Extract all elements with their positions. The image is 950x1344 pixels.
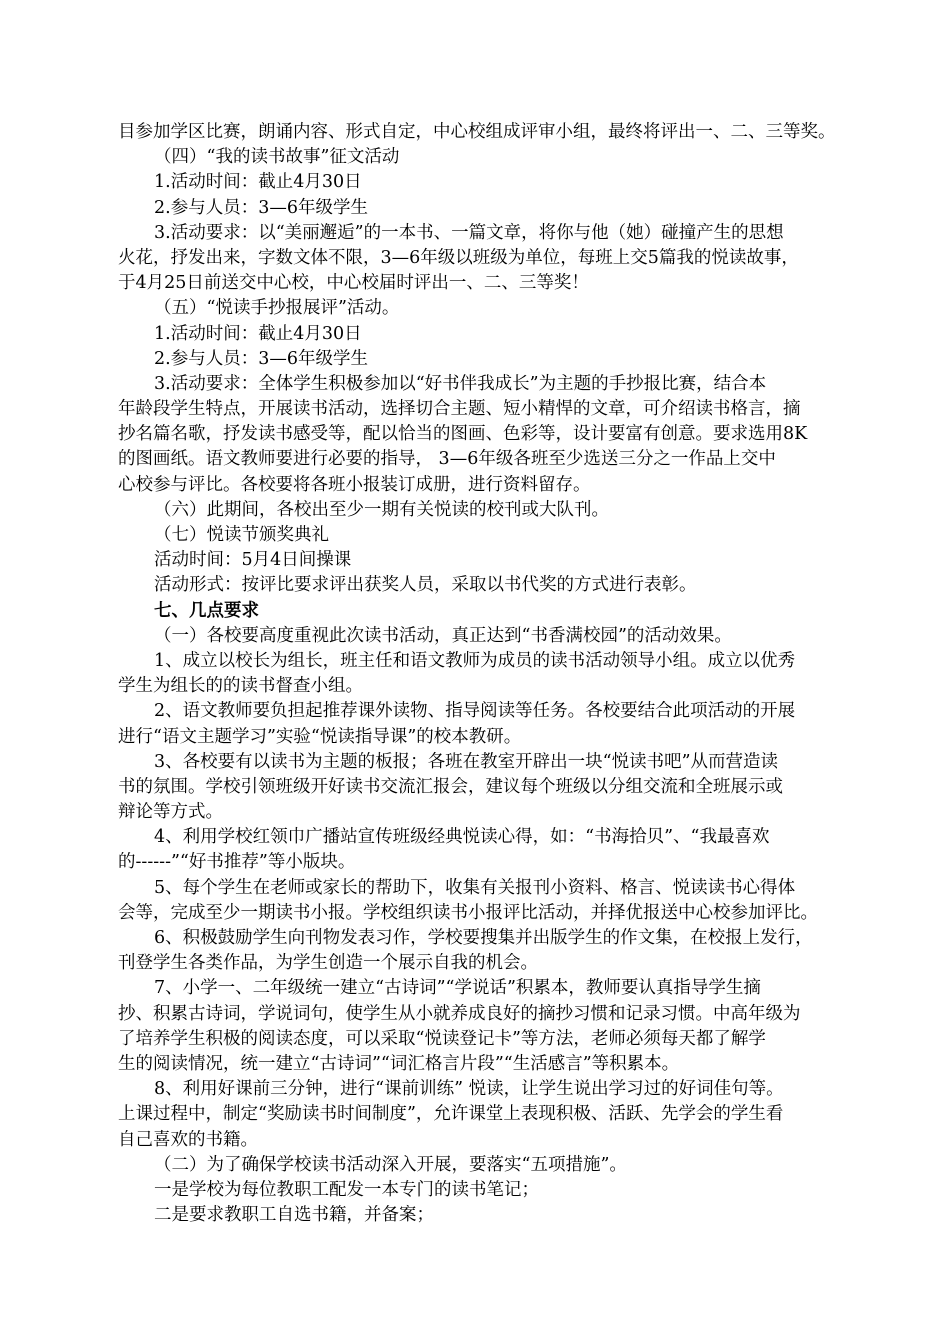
text-line: 进行“语文主题学习”实验“悦读指导课”的校本教研。 [118, 726, 522, 747]
text-line: 4、利用学校红领巾广播站宣传班级经典悦读心得，如：“书海拾贝”、“我最喜欢 [154, 827, 770, 848]
major-heading: 七、几点要求 [154, 600, 259, 621]
text-line: 火花，抒发出来，字数文体不限，3—6年级以班级为单位，每班上交5篇我的悦读故事， [118, 247, 799, 268]
text-line: 抄名篇名歌，抒发读书感受等，配以恰当的图画、色彩等，设计要富有创意。要求选用8K [118, 424, 808, 445]
text-line: 3.活动要求：以“美丽邂逅”的一本书、一篇文章，将你与他（她）碰撞产生的思想 [154, 222, 784, 243]
text-line: 会等，完成至少一期读书小报。学校组织读书小报评比活动，并择优报送中心校参加评比。 [118, 902, 818, 923]
text-line: 2.参与人员：3—6年级学生 [154, 197, 368, 218]
text-line: 的------”“好书推荐”等小版块。 [118, 852, 356, 873]
text-line: 8、利用好课前三分钟，进行“课前训练” 悦读，让学生说出学习过的好词佳句等。 [154, 1079, 784, 1100]
text-line: 年龄段学生特点，开展读书活动，选择切合主题、短小精悍的文章，可介绍读书格言，摘 [118, 399, 801, 420]
text-line: 生的阅读情况，统一建立“古诗词”“词汇格言片段”“生活感言”等积累本。 [118, 1053, 680, 1074]
text-line: 抄、积累古诗词，学说词句，使学生从小就养成良好的摘抄习惯和记录习惯。中高年级为 [118, 1003, 801, 1024]
text-line: 7、小学一、二年级统一建立“古诗词”“学说话”积累本，教师要认真指导学生摘 [154, 978, 761, 999]
text-line: 的图画纸。语文教师要进行必要的指导， 3—6年级各班至少选送三分之一作品上交中 [118, 449, 776, 470]
text-line: 1.活动时间：截止4月30日 [154, 323, 362, 344]
text-line: 活动时间：5月4日间操课 [154, 550, 352, 571]
text-line: 1.活动时间：截止4月30日 [154, 172, 362, 193]
section-heading: （六）此期间，各校出至少一期有关悦读的校刊或大队刊。 [154, 499, 609, 520]
text-line: 一是学校为每位教职工配发一本专门的读书笔记； [154, 1179, 539, 1200]
text-line: 3、各校要有以读书为主题的板报；各班在教室开辟出一块“悦读书吧”从而营造读 [154, 751, 779, 772]
text-line: 自己喜欢的书籍。 [118, 1129, 258, 1150]
text-line: 1、成立以校长为组长，班主任和语文教师为成员的读书活动领导小组。成立以优秀 [154, 650, 796, 671]
text-line: 2.参与人员：3—6年级学生 [154, 348, 368, 369]
section-heading: （二）为了确保学校读书活动深入开展，要落实“五项措施”。 [154, 1154, 627, 1175]
text-line: 书的氛围。学校引领班级开好读书交流汇报会，建议每个班级以分组交流和全班展示或 [118, 776, 783, 797]
text-line: 3.活动要求：全体学生积极参加以“好书伴我成长”为主题的手抄报比赛，结合本 [154, 373, 767, 394]
text-line: 活动形式：按评比要求评出获奖人员，采取以书代奖的方式进行表彰。 [154, 575, 697, 596]
text-line: 上课过程中，制定“奖励读书时间制度”，允许课堂上表现积极、活跃、先学会的学生看 [118, 1104, 784, 1125]
text-line: 二是要求教职工自选书籍，并备案； [154, 1205, 434, 1226]
text-line: 目参加学区比赛，朗诵内容、形式自定，中心校组成评审小组，最终将评出一、二、三等奖。 [118, 122, 836, 142]
text-line: 于4月25日前送交中心校，中心校届时评出一、二、三等奖！ [118, 273, 589, 294]
text-line: 5、每个学生在老师或家长的帮助下，收集有关报刊小资料、格言、悦读读书心得体 [154, 877, 796, 898]
section-heading: （七）悦读节颁奖典礼 [154, 525, 329, 545]
text-line: 刊登学生各类作品，为学生创造一个展示自我的机会。 [118, 953, 538, 974]
text-line: 了培养学生积极的阅读态度，可以采取“悦读登记卡”等方法，老师必须每天都了解学 [118, 1028, 766, 1049]
text-line: 辩论等方式。 [118, 802, 223, 823]
document-page [118, 120, 852, 1228]
text-line: 心校参与评比。各校要将各班小报装订成册，进行资料留存。 [118, 474, 591, 495]
text-line: 2、语文教师要负担起推荐课外读物、指导阅读等任务。各校要结合此项活动的开展 [154, 701, 796, 722]
text-line: 6、积极鼓励学生向刊物发表习作，学校要搜集并出版学生的作文集，在校报上发行， [154, 928, 813, 948]
section-heading: （五）“悦读手抄报展评”活动。 [154, 298, 400, 319]
section-heading: （一）各校要高度重视此次读书活动，真正达到“书香满校园”的活动效果。 [154, 625, 732, 646]
text-line: 学生为组长的的读书督查小组。 [118, 676, 363, 697]
section-heading: （四）“我的读书故事”征文活动 [154, 147, 400, 168]
